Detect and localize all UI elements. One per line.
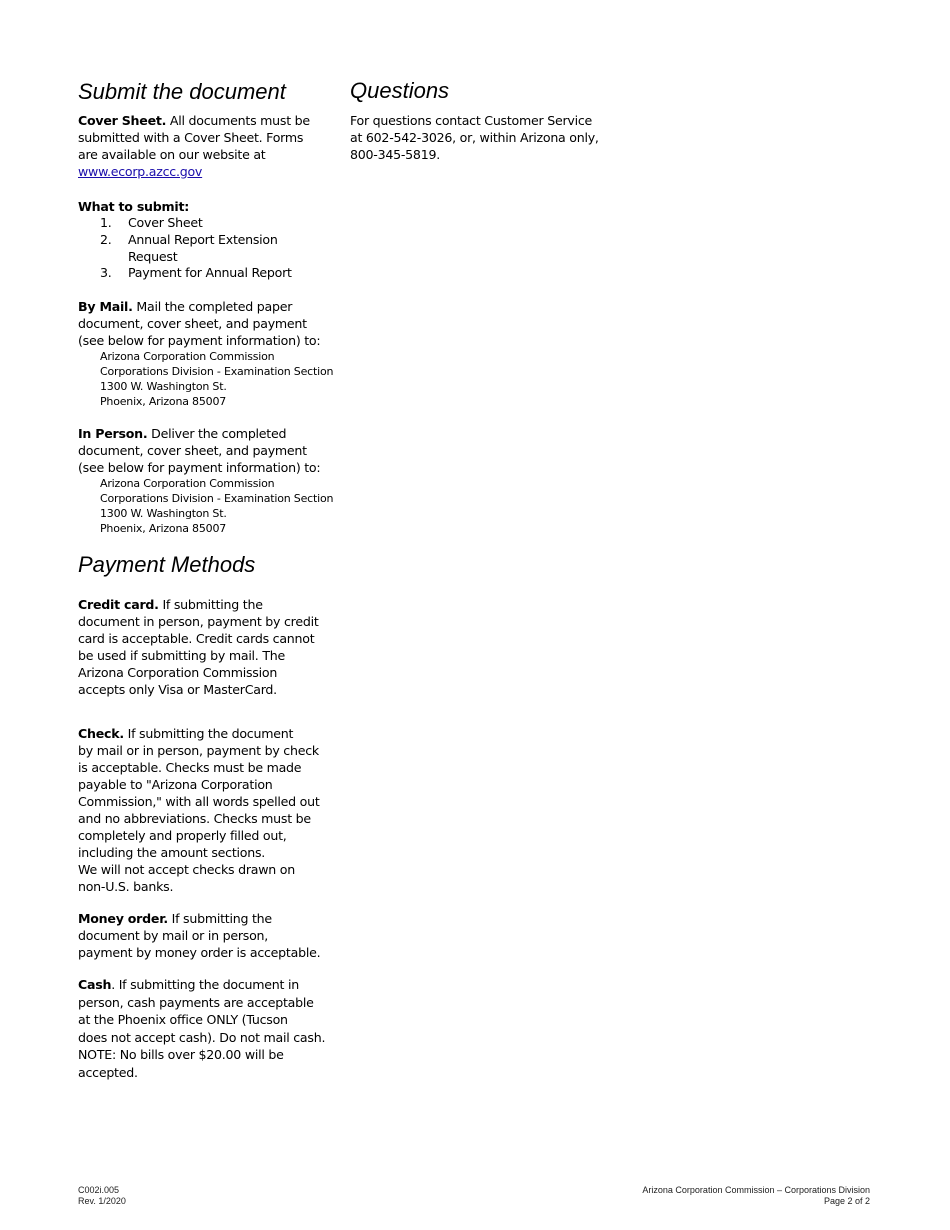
- payment-methods-heading: Payment Methods: [78, 552, 256, 577]
- what-to-submit-label: [78, 198, 189, 215]
- credit-card-text: If submitting the document in person, payment by credit card is acceptable. Credit cards cannot be used if submitting by mail. The Arizona Corporation Commission accepts only Visa or MasterCard.: [78, 597, 319, 697]
- by-mail-text: Mail the completed paper document, cover sheet, and payment (see below for payment information) to:: [78, 299, 321, 348]
- by-mail-paragraph: [78, 298, 320, 349]
- cover-sheet-text: All documents must be submitted with a Cover Sheet. Forms are available on our website at: [78, 113, 310, 162]
- questions-heading: Questions: [350, 78, 450, 103]
- list-number: 3.: [100, 265, 112, 281]
- what-to-submit-list: [78, 215, 292, 282]
- organization: Arizona Corporation Commission – Corporations Division: [642, 1185, 870, 1195]
- credit-card-paragraph: [78, 596, 319, 698]
- money-order-label: Money order.: [78, 911, 168, 926]
- cash-text: . If submitting the document in person, cash payments are acceptable at the Phoenix office ONLY (Tucson does not accept cash). Do not mail cash. NOTE: No bills over $20.00 will be accepted.: [78, 977, 326, 1080]
- money-order-text: If submitting the document by mail or in person, payment by money order is acceptable.: [78, 911, 321, 960]
- cover-sheet-paragraph: [78, 112, 310, 180]
- by-mail-address: Arizona Corporation Commission Corporations Division - Examination Section 1300 W. Washington St. Phoenix, Arizona 85007: [100, 350, 334, 408]
- page-number: Page 2 of 2: [823, 1196, 870, 1206]
- footer-left: [78, 1185, 126, 1207]
- check-paragraph: [78, 725, 320, 895]
- list-item: [78, 215, 292, 232]
- list-number: 2.: [100, 231, 112, 247]
- form-code: C002i.005: [78, 1185, 120, 1195]
- cash-label: Cash: [78, 977, 112, 992]
- in-person-text: Deliver the completed document, cover sheet, and payment (see below for payment information) to:: [78, 426, 321, 475]
- list-item: [78, 265, 292, 282]
- by-mail-label: By Mail.: [78, 299, 133, 314]
- list-number: 1.: [100, 215, 112, 230]
- in-person-label: In Person.: [78, 426, 148, 441]
- cover-sheet-label: Cover Sheet.: [78, 113, 167, 128]
- in-person-paragraph: [78, 425, 320, 476]
- check-text: If submitting the document by mail or in person, payment by check is acceptable. Checks must be made payable to "Arizona Corporation Commission," with all words spelled out and no abbreviations. Checks must be completely and properly filled out, including the amount sections. We will not accept checks drawn on non-U.S. banks.: [78, 726, 320, 894]
- cash-paragraph: [78, 976, 325, 1081]
- in-person-address: Arizona Corporation Commission Corporations Division - Examination Section 1300 W. Washington St. Phoenix, Arizona 85007: [100, 477, 334, 535]
- list-text: Cover Sheet: [128, 215, 203, 230]
- list-item: [78, 232, 292, 266]
- submit-heading: Submit the document: [78, 79, 286, 104]
- footer-right: [642, 1185, 870, 1207]
- ecorp-website-link[interactable]: www.ecorp.azcc.gov: [78, 164, 203, 179]
- check-label: Check.: [78, 726, 124, 741]
- credit-card-label: Credit card.: [78, 597, 159, 612]
- what-to-submit-heading: What to submit:: [78, 199, 190, 214]
- revision: Rev. 1/2020: [78, 1196, 126, 1206]
- money-order-paragraph: [78, 910, 320, 961]
- questions-text: For questions contact Customer Service at 602-542-3026, or, within Arizona only, 800-345-5819.: [350, 113, 599, 162]
- list-text: Annual Report Extension Request: [128, 231, 278, 264]
- list-text: Payment for Annual Report: [128, 265, 292, 281]
